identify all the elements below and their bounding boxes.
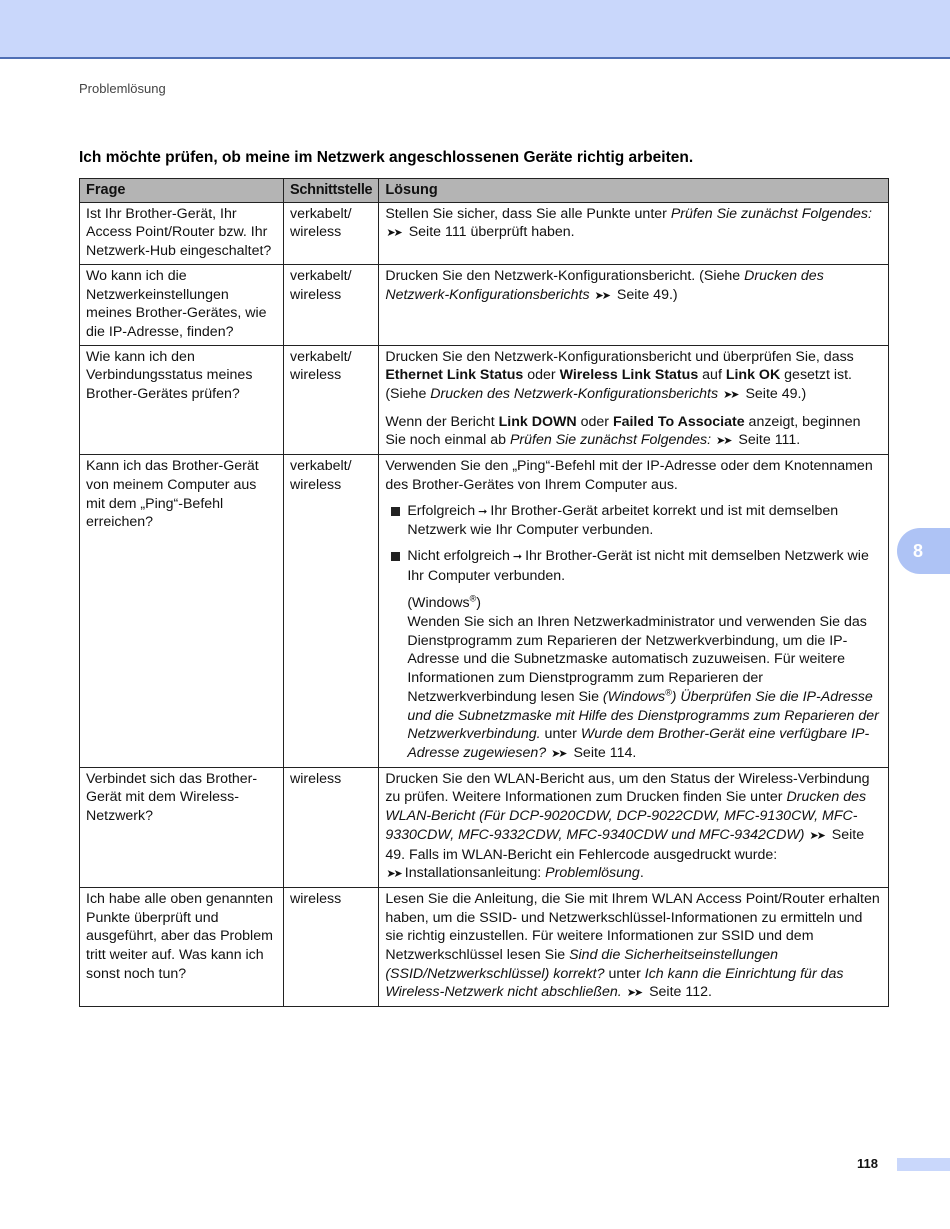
windows-note: (Windows®) Wenden Sie sich an Ihren Netzwerkadministrator und verwenden Sie das Dienstprogramm zum Reparieren der Netzwerkverbindung, um die IP-Adresse und die Subnetzmaske automatisch zuzuweisen. Für weitere Informationen zum Dienstprogramm zum Reparieren der Netzwerkverbindung lesen Sie (Windows®) Überprüfen Sie die IP-Adresse und die Subnetzmaske mit Hilfe des Dienstprogramms zum Reparieren der Netzwerkverbindung. unter Wurde dem Brother-Gerät eine verfügbare IP-Adresse zugewiesen? ➤➤ Seite 114. (407, 593, 879, 761)
list-item: Nicht erfolgreich ➞ Ihr Brother-Gerät ist nicht mit demselben Netzwerk wie Ihr Computer verbunden. (391, 547, 882, 585)
question-cell: Wo kann ich die Netzwerkeinstellungen meines Brother-Gerätes, wie die IP-Adresse, finden? (80, 264, 284, 345)
question-cell: Kann ich das Brother-Gerät von meinem Computer aus mit dem „Ping“-Befehl erreichen? (80, 455, 284, 768)
table-row (80, 202, 889, 264)
double-arrow-icon: ➤➤ (386, 868, 401, 881)
solution-cell (379, 887, 889, 1006)
cross-reference: Drucken des Netzwerk-Konfigurationsberichts (385, 267, 824, 303)
cross-reference: Prüfen Sie zunächst Folgendes: (670, 205, 872, 222)
cross-reference: Wurde dem Brother-Gerät eine verfügbare IP-Adresse zugewiesen? (407, 726, 870, 761)
solution-text: Wenn der Bericht Link DOWN oder Failed To Associate anzeigt, beginnen Sie noch einmal ab Prüfen Sie zunächst Folgendes: ➤➤ Seite 111. (385, 413, 861, 449)
double-arrow-icon: ➤➤ (386, 227, 401, 240)
double-arrow-icon: ➤➤ (809, 829, 824, 842)
interface-cell: wireless (284, 887, 379, 1006)
cross-reference: Ich kann die Einrichtung für das Wireless-Netzwerk nicht abschließen. (385, 965, 844, 1001)
solution-text: Drucken Sie den Netzwerk-Konfigurationsbericht. (Siehe Drucken des Netzwerk-Konfigurationsberichts ➤➤ Seite 49.) (385, 267, 824, 303)
section-title: Ich möchte prüfen, ob meine im Netzwerk angeschlossenen Geräte richtig arbeiten. (79, 149, 694, 166)
interface-cell: verkabelt/ wireless (284, 264, 379, 345)
cross-reference: (Windows®) Überprüfen Sie die IP-Adresse und die Subnetzmaske mit Hilfe des Dienstprogramms zum Reparieren der Netzwerkverbindung. (407, 687, 879, 743)
table-row (80, 345, 889, 455)
interface-cell: verkabelt/ wireless (284, 345, 379, 455)
cross-reference: Problemlösung (545, 865, 640, 882)
square-bullet-icon (391, 507, 400, 516)
question-cell: Ich habe alle oben genannten Punkte überprüft und ausgeführt, aber das Problem tritt weiter auf. Was kann ich sonst noch tun? (80, 887, 284, 1006)
solution-text: Lesen Sie die Anleitung, die Sie mit Ihrem WLAN Access Point/Router erhalten haben, um die SSID- und Netzwerkschlüssel-Informationen zu ermitteln und sie richtig einzustellen. Für weitere Informationen zur SSID und dem Netzwerkschlüssel lesen Sie Sind die Sicherheitseinstellungen (SSID/Netzwerkschlüssel) korrekt? unter Ich kann die Einrichtung für das Wireless-Netzwerk nicht abschließen. ➤➤ Seite 112. (385, 890, 880, 1001)
header-frage: Frage (80, 179, 284, 203)
double-arrow-icon: ➤➤ (551, 747, 566, 760)
list-item: Erfolgreich ➞ Ihr Brother-Gerät arbeitet korrekt und ist mit demselben Netzwerk wie Ihr Computer verbunden. (391, 502, 882, 540)
solution-text: Drucken Sie den WLAN-Bericht aus, um den Status der Wireless-Verbindung zu prüfen. Weitere Informationen zum Drucken finden Sie unter Drucken des WLAN-Bericht (Für DCP-9020CDW, DCP-9022CDW, MFC-9130CW, MFC-9330CDW, MFC-9332CDW, MFC-9340CDW und MFC-9342CDW) ➤➤ Seite 49. Falls im WLAN-Bericht ein Fehlercode ausgedruckt wurde: ➤➤ Installationsanleitung: Problemlösung. (385, 770, 870, 882)
double-arrow-icon: ➤➤ (716, 435, 731, 448)
solution-cell (379, 455, 889, 768)
page-number-bar (897, 1158, 950, 1171)
double-arrow-icon: ➤➤ (594, 289, 609, 302)
chapter-number: 8 (913, 540, 924, 561)
solution-cell (379, 202, 889, 264)
solution-text: Drucken Sie den Netzwerk-Konfigurationsbericht und überprüfen Sie, dass Ethernet Link Status oder Wireless Link Status auf Link OK gesetzt ist. (Siehe Drucken des Netzwerk-Konfigurationsberichts ➤➤ Seite 49.) (385, 348, 854, 403)
troubleshooting-table (79, 178, 889, 1007)
header-schnittstelle: Schnittstelle (284, 179, 379, 203)
running-head: Problemlösung (79, 81, 166, 96)
solution-cell (379, 767, 889, 887)
solution-cell (379, 345, 889, 455)
page-number: 118 (857, 1156, 878, 1171)
solution-text: Stellen Sie sicher, dass Sie alle Punkte unter Prüfen Sie zunächst Folgendes: ➤➤ Seite 111 überprüft haben. (385, 205, 872, 241)
cross-reference: Drucken des WLAN-Bericht (Für DCP-9020CDW, DCP-9022CDW, MFC-9130CW, MFC-9330CDW, MFC-9332CDW, MFC-9340CDW und MFC-9342CDW) (385, 789, 867, 843)
question-cell: Verbindet sich das Brother-Gerät mit dem Wireless-Netzwerk? (80, 767, 284, 887)
cross-reference: Sind die Sicherheitseinstellungen (SSID/Netzwerkschlüssel) korrekt? (385, 947, 779, 982)
header-loesung: Lösung (379, 179, 889, 203)
arrow-right-icon: ➞ (512, 550, 523, 563)
question-cell: Ist Ihr Brother-Gerät, Ihr Access Point/Router bzw. Ihr Netzwerk-Hub eingeschaltet? (80, 202, 284, 264)
chapter-tab (897, 528, 950, 574)
cross-reference: Drucken des Netzwerk-Konfigurationsberichts (430, 386, 719, 403)
interface-cell: verkabelt/ wireless (284, 455, 379, 768)
table-row (80, 887, 889, 1006)
table-row (80, 455, 889, 768)
arrow-right-icon: ➞ (478, 505, 488, 518)
double-arrow-icon: ➤➤ (626, 987, 642, 1000)
interface-cell: verkabelt/ wireless (284, 202, 379, 264)
interface-cell: wireless (284, 767, 379, 887)
solution-text: Verwenden Sie den „Ping“-Befehl mit der IP-Adresse oder dem Knotennamen des Brother-Gerätes von Ihrem Computer aus. (385, 458, 873, 493)
table-header-row (80, 179, 889, 203)
table-row (80, 767, 889, 887)
top-header-band (0, 0, 950, 59)
solution-cell (379, 264, 889, 345)
double-arrow-icon: ➤➤ (723, 389, 738, 402)
square-bullet-icon (391, 552, 400, 561)
question-cell: Wie kann ich den Verbindungsstatus meines Brother-Gerätes prüfen? (80, 345, 284, 455)
table-row (80, 264, 889, 345)
cross-reference: Prüfen Sie zunächst Folgendes: (509, 432, 712, 449)
